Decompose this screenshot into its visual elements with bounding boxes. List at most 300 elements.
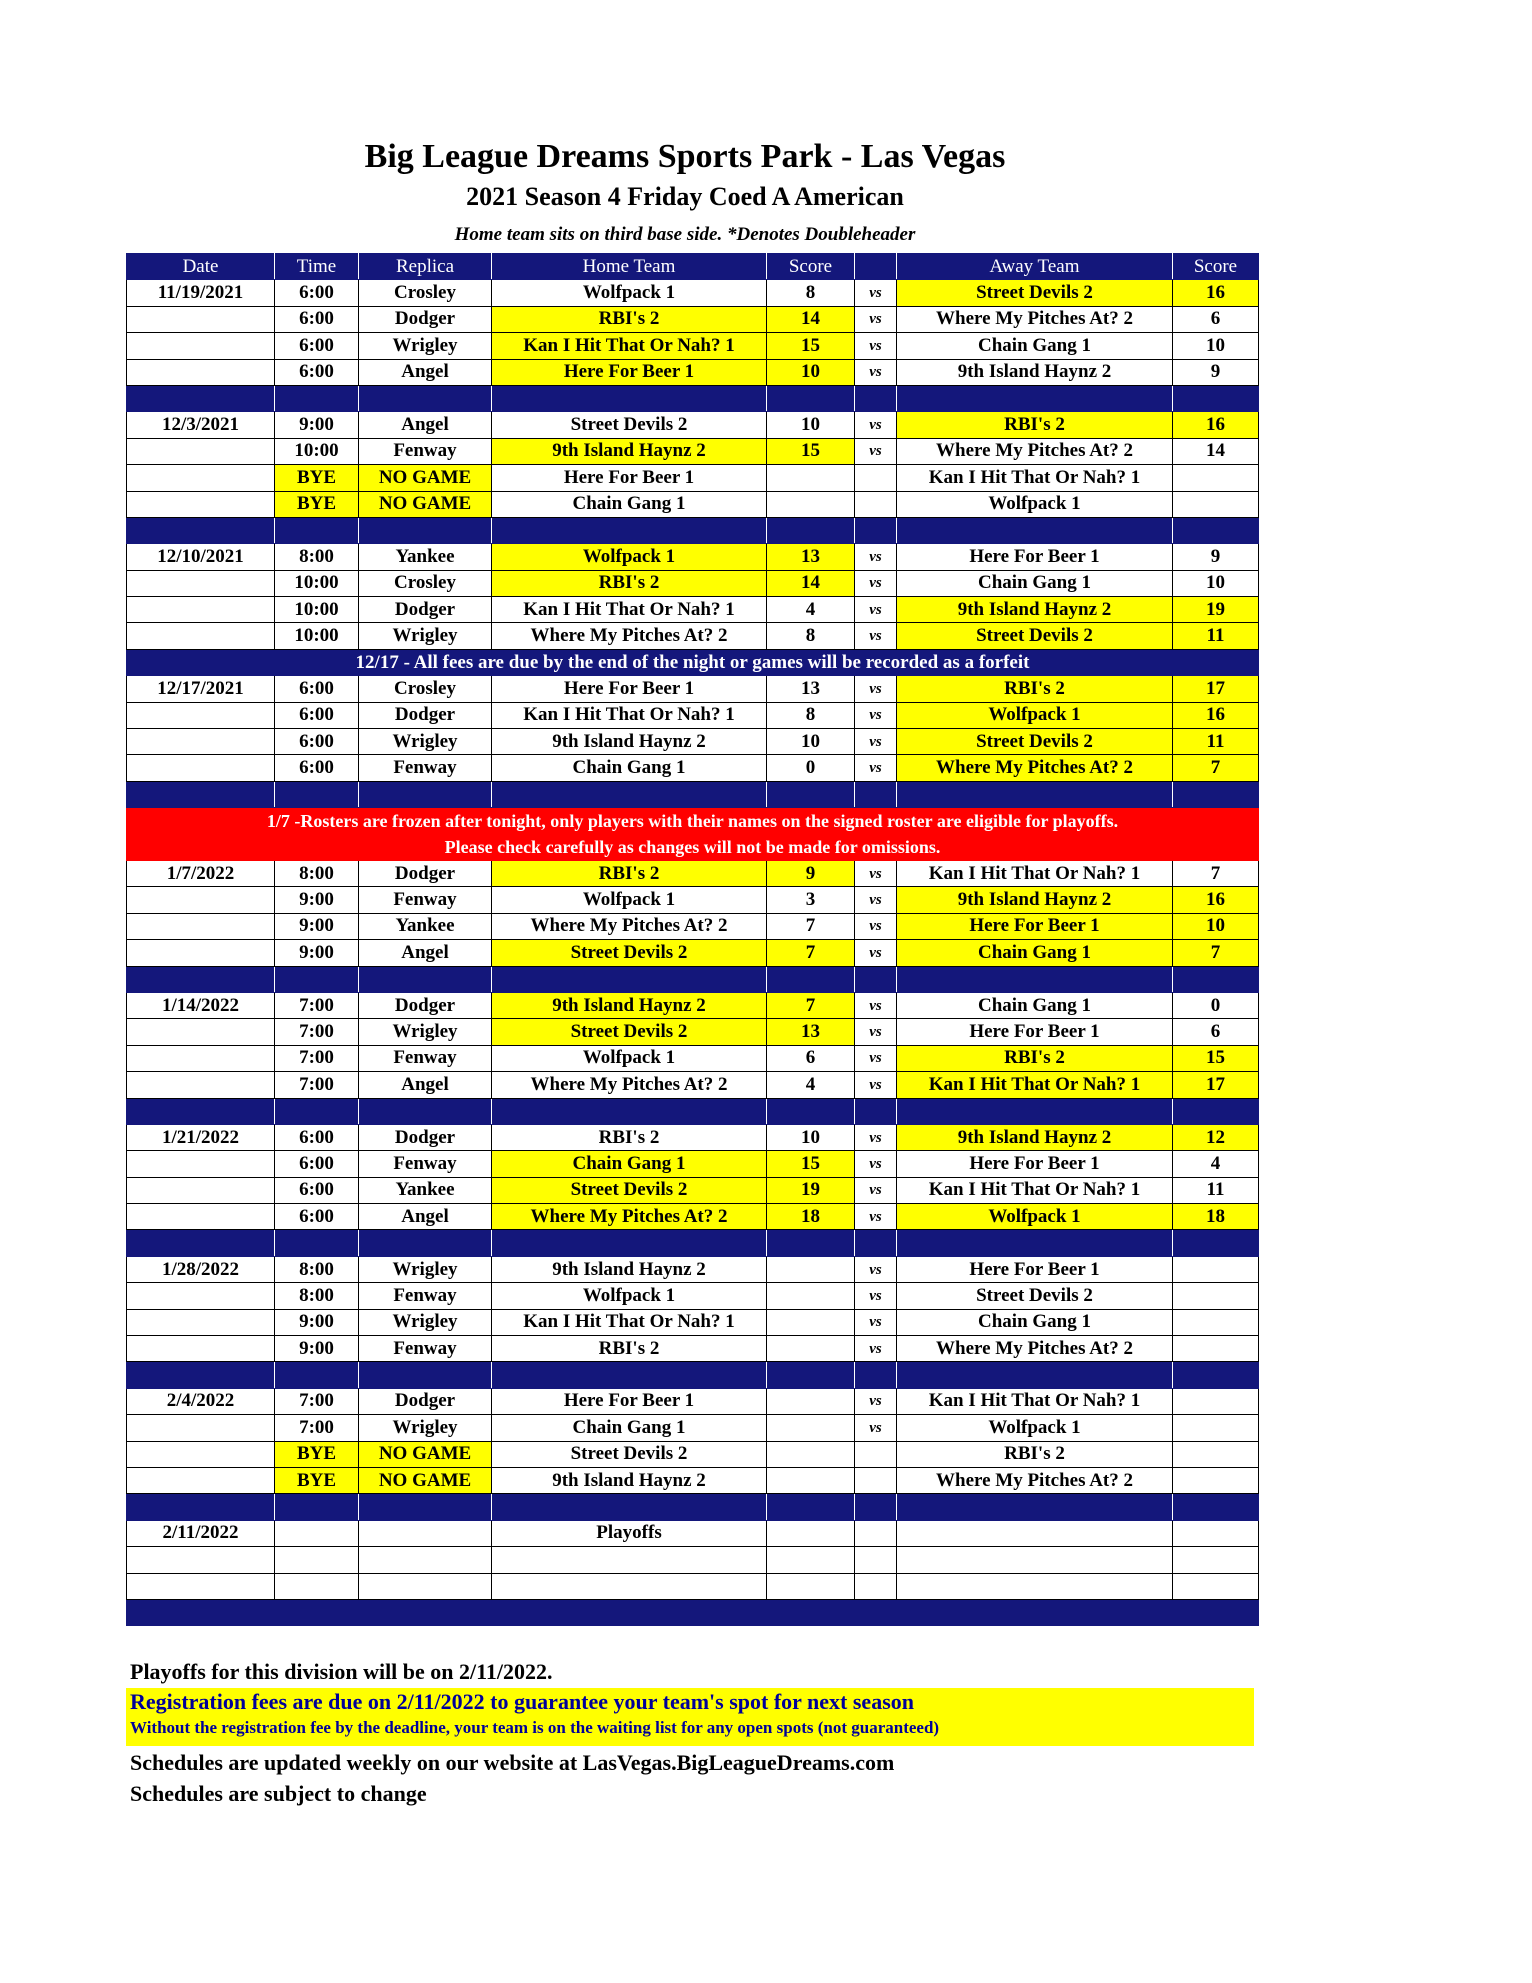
separator-cell [492,1494,767,1520]
away-team-cell: Where My Pitches At? 2 [897,306,1173,332]
separator-cell [127,1230,275,1256]
away-score-cell: 10 [1173,913,1259,939]
separator-cell [275,1362,359,1388]
table-row [127,1204,1259,1230]
table-row [127,887,1259,913]
home-team-cell: Here For Beer 1 [492,465,767,491]
away-score-cell: 10 [1173,570,1259,596]
home-team-cell: Where My Pitches At? 2 [492,1072,767,1098]
away-team-cell: RBI's 2 [897,1441,1173,1467]
away-team-cell: Kan I Hit That Or Nah? 1 [897,1388,1173,1414]
time-cell: 9:00 [275,1336,359,1362]
away-score-cell: 17 [1173,1072,1259,1098]
separator-cell [492,1599,767,1625]
home-score-cell: 7 [767,913,855,939]
away-team-cell: Here For Beer 1 [897,913,1173,939]
separator-cell [359,1230,492,1256]
replica-field-cell: Crosley [359,280,492,306]
separator-cell [127,781,275,807]
separator-cell [127,385,275,411]
col-header-away-team: Away Team [897,254,1173,280]
away-score-cell: 18 [1173,1204,1259,1230]
home-score-cell [767,1309,855,1335]
separator-cell [492,517,767,543]
vs-cell: vs [855,1415,897,1441]
away-score-cell [1173,1336,1259,1362]
vs-cell: vs [855,913,897,939]
col-header-replica: Replica [359,254,492,280]
vs-cell [855,465,897,491]
vs-cell: vs [855,755,897,781]
away-team-cell [897,1520,1173,1546]
home-team-cell: Playoffs [492,1520,767,1546]
home-score-cell [767,1256,855,1282]
separator-cell [1173,1494,1259,1520]
week-separator [127,1098,1259,1124]
away-score-cell [1173,1415,1259,1441]
home-team-cell: 9th Island Haynz 2 [492,729,767,755]
away-team-cell: Chain Gang 1 [897,333,1173,359]
table-row [127,570,1259,596]
replica-field-cell: NO GAME [359,491,492,517]
vs-cell: vs [855,1072,897,1098]
separator-cell [275,1230,359,1256]
vs-cell: vs [855,412,897,438]
separator-cell [359,517,492,543]
home-score-cell: 10 [767,729,855,755]
home-score-cell [767,491,855,517]
time-cell: 10:00 [275,438,359,464]
table-row [127,1177,1259,1203]
replica-field-cell: Wrigley [359,1415,492,1441]
roster-notice-row [127,834,1259,860]
time-cell: 6:00 [275,702,359,728]
separator-cell [359,385,492,411]
away-team-cell: Street Devils 2 [897,623,1173,649]
time-cell: BYE [275,1467,359,1493]
separator-cell [897,781,1173,807]
table-row [127,597,1259,623]
vs-cell: vs [855,280,897,306]
home-score-cell: 0 [767,755,855,781]
time-cell: 8:00 [275,1256,359,1282]
away-score-cell: 12 [1173,1124,1259,1150]
time-cell: 7:00 [275,1415,359,1441]
separator-cell [767,1362,855,1388]
away-team-cell: Chain Gang 1 [897,570,1173,596]
replica-field-cell: Angel [359,1072,492,1098]
vs-cell: vs [855,1177,897,1203]
home-team-cell [492,1573,767,1599]
separator-cell [359,1494,492,1520]
time-cell: BYE [275,491,359,517]
away-score-cell [1173,1467,1259,1493]
home-team-cell: Wolfpack 1 [492,280,767,306]
separator-cell [275,1494,359,1520]
time-cell: 6:00 [275,359,359,385]
vs-cell: vs [855,702,897,728]
home-score-cell [767,1520,855,1546]
home-team-cell: RBI's 2 [492,1336,767,1362]
home-team-cell: Kan I Hit That Or Nah? 1 [492,597,767,623]
time-cell: 7:00 [275,1072,359,1098]
date-cell [127,465,275,491]
vs-cell: vs [855,597,897,623]
home-score-cell [767,1415,855,1441]
home-team-cell: Wolfpack 1 [492,1045,767,1071]
table-row [127,465,1259,491]
separator-cell [855,781,897,807]
replica-field-cell: Fenway [359,1045,492,1071]
separator-cell [767,517,855,543]
away-team-cell: Where My Pitches At? 2 [897,755,1173,781]
date-cell [127,570,275,596]
table-row [127,1256,1259,1282]
header-row [127,254,1259,280]
home-team-cell: Here For Beer 1 [492,359,767,385]
replica-field-cell: Angel [359,1204,492,1230]
date-cell [127,887,275,913]
away-team-cell: 9th Island Haynz 2 [897,597,1173,623]
table-row [127,1441,1259,1467]
vs-cell [855,1573,897,1599]
replica-field-cell: Wrigley [359,1019,492,1045]
home-score-cell: 13 [767,1019,855,1045]
away-team-cell: Where My Pitches At? 2 [897,1467,1173,1493]
table-row [127,1467,1259,1493]
week-separator [127,966,1259,992]
separator-cell [1173,385,1259,411]
vs-cell [855,1520,897,1546]
away-team-cell: Here For Beer 1 [897,1151,1173,1177]
col-header-time: Time [275,254,359,280]
away-score-cell: 7 [1173,860,1259,886]
separator-cell [897,966,1173,992]
replica-field-cell: Dodger [359,702,492,728]
date-cell [127,1441,275,1467]
away-score-cell: 6 [1173,1019,1259,1045]
date-cell [127,913,275,939]
table-row [127,359,1259,385]
time-cell: 7:00 [275,1045,359,1071]
home-score-cell: 3 [767,887,855,913]
separator-cell [767,1098,855,1124]
away-score-cell: 7 [1173,755,1259,781]
table-row [127,333,1259,359]
vs-cell: vs [855,1204,897,1230]
home-score-cell: 4 [767,1072,855,1098]
home-score-cell: 8 [767,280,855,306]
notice-text: 12/17 - All fees are due by the end of the night or games will be recorded as a forfeit [127,649,1259,675]
col-header-away-score: Score [1173,254,1259,280]
home-score-cell: 6 [767,1045,855,1071]
time-cell: 9:00 [275,412,359,438]
date-cell: 1/21/2022 [127,1124,275,1150]
time-cell: 6:00 [275,280,359,306]
date-cell: 1/14/2022 [127,992,275,1018]
vs-cell [855,491,897,517]
replica-field-cell: Wrigley [359,333,492,359]
away-team-cell: Here For Beer 1 [897,544,1173,570]
away-score-cell: 0 [1173,992,1259,1018]
away-team-cell: Street Devils 2 [897,729,1173,755]
home-score-cell: 15 [767,333,855,359]
away-score-cell: 17 [1173,676,1259,702]
separator-cell [127,1098,275,1124]
away-score-cell [1173,1547,1259,1573]
replica-field-cell: Crosley [359,570,492,596]
separator-cell [275,1098,359,1124]
vs-cell: vs [855,1336,897,1362]
table-row [127,940,1259,966]
away-score-cell: 16 [1173,280,1259,306]
time-cell: 10:00 [275,570,359,596]
separator-cell [855,385,897,411]
replica-field-cell: Dodger [359,597,492,623]
away-team-cell: Kan I Hit That Or Nah? 1 [897,1177,1173,1203]
away-score-cell [1173,1520,1259,1546]
date-cell: 11/19/2021 [127,280,275,306]
time-cell: BYE [275,465,359,491]
date-cell [127,623,275,649]
home-score-cell: 14 [767,306,855,332]
away-score-cell: 4 [1173,1151,1259,1177]
away-score-cell: 9 [1173,359,1259,385]
home-score-cell: 15 [767,1151,855,1177]
separator-cell [1173,517,1259,543]
home-score-cell [767,1467,855,1493]
separator-cell [127,1494,275,1520]
date-cell [127,359,275,385]
table-row [127,438,1259,464]
separator-cell [855,1230,897,1256]
away-score-cell [1173,1441,1259,1467]
replica-field-cell: Fenway [359,887,492,913]
week-separator [127,1230,1259,1256]
away-team-cell: Kan I Hit That Or Nah? 1 [897,860,1173,886]
home-team-cell: Street Devils 2 [492,1441,767,1467]
time-cell: 9:00 [275,1309,359,1335]
separator-cell [492,385,767,411]
separator-cell [855,1098,897,1124]
time-cell: 9:00 [275,887,359,913]
home-team-cell: 9th Island Haynz 2 [492,1467,767,1493]
away-score-cell [1173,1309,1259,1335]
away-score-cell: 19 [1173,597,1259,623]
home-team-cell: RBI's 2 [492,570,767,596]
away-score-cell [1173,1283,1259,1309]
away-team-cell: RBI's 2 [897,676,1173,702]
vs-cell: vs [855,623,897,649]
date-cell: 12/17/2021 [127,676,275,702]
separator-cell [897,1494,1173,1520]
replica-field-cell: Dodger [359,860,492,886]
away-score-cell [1173,465,1259,491]
registration-note: Registration fees are due on 2/11/2022 to guarantee your team's spot for next season [130,1689,914,1714]
time-cell: 6:00 [275,755,359,781]
table-row [127,491,1259,517]
table-row [127,729,1259,755]
week-separator [127,517,1259,543]
replica-field-cell: Dodger [359,1388,492,1414]
date-cell: 12/3/2021 [127,412,275,438]
separator-cell [127,1362,275,1388]
table-row [127,1573,1259,1599]
date-cell [127,1177,275,1203]
replica-field-cell: Dodger [359,306,492,332]
separator-cell [492,1362,767,1388]
time-cell: 9:00 [275,940,359,966]
vs-cell: vs [855,940,897,966]
notice-text: Please check carefully as changes will not be made for omissions. [127,834,1259,860]
separator-cell [1173,966,1259,992]
home-score-cell: 10 [767,412,855,438]
date-cell [127,597,275,623]
playoffs-note: Playoffs for this division will be on 2/11/2022. [130,1659,553,1684]
col-header-home-team: Home Team [492,254,767,280]
time-cell: BYE [275,1441,359,1467]
time-cell: 6:00 [275,306,359,332]
separator-cell [855,966,897,992]
date-cell [127,1573,275,1599]
home-score-cell [767,465,855,491]
home-score-cell: 8 [767,623,855,649]
page-subtitle: 2021 Season 4 Friday Coed A American [466,182,904,211]
date-cell [127,306,275,332]
away-team-cell: RBI's 2 [897,1045,1173,1071]
time-cell: 7:00 [275,992,359,1018]
date-cell [127,1019,275,1045]
separator-cell [767,1230,855,1256]
table-row [127,1124,1259,1150]
separator-cell [359,1098,492,1124]
date-cell [127,940,275,966]
separator-cell [127,1599,275,1625]
vs-cell: vs [855,1151,897,1177]
vs-cell: vs [855,1045,897,1071]
away-team-cell: Chain Gang 1 [897,940,1173,966]
replica-field-cell [359,1520,492,1546]
time-cell [275,1573,359,1599]
separator-cell [1173,1230,1259,1256]
replica-field-cell: Angel [359,940,492,966]
date-cell [127,438,275,464]
date-cell [127,1151,275,1177]
table-row [127,1151,1259,1177]
home-team-cell: Chain Gang 1 [492,1415,767,1441]
separator-cell [275,517,359,543]
table-row [127,544,1259,570]
date-cell: 1/28/2022 [127,1256,275,1282]
table-row [127,702,1259,728]
time-cell: 10:00 [275,623,359,649]
home-score-cell: 7 [767,940,855,966]
away-score-cell: 11 [1173,729,1259,755]
separator-cell [1173,1362,1259,1388]
home-team-cell: Street Devils 2 [492,940,767,966]
home-team-cell: RBI's 2 [492,306,767,332]
col-header-date: Date [127,254,275,280]
replica-field-cell: Dodger [359,1124,492,1150]
replica-field-cell: Fenway [359,1283,492,1309]
separator-cell [359,1599,492,1625]
separator-cell [275,966,359,992]
vs-cell: vs [855,1309,897,1335]
separator-cell [492,781,767,807]
date-cell: 12/10/2021 [127,544,275,570]
away-score-cell: 16 [1173,887,1259,913]
home-team-cell: Kan I Hit That Or Nah? 1 [492,702,767,728]
table-row [127,1072,1259,1098]
date-cell: 2/11/2022 [127,1520,275,1546]
replica-field-cell: Yankee [359,1177,492,1203]
table-row [127,280,1259,306]
vs-cell: vs [855,887,897,913]
separator-cell [127,966,275,992]
home-score-cell: 7 [767,992,855,1018]
table-row [127,992,1259,1018]
replica-field-cell: NO GAME [359,465,492,491]
date-cell: 1/7/2022 [127,860,275,886]
home-score-cell: 13 [767,676,855,702]
away-team-cell: 9th Island Haynz 2 [897,887,1173,913]
away-team-cell: RBI's 2 [897,412,1173,438]
date-cell [127,1467,275,1493]
vs-cell: vs [855,1388,897,1414]
separator-cell [767,781,855,807]
table-row [127,755,1259,781]
time-cell: 6:00 [275,1124,359,1150]
away-score-cell [1173,1573,1259,1599]
home-team-cell: Street Devils 2 [492,412,767,438]
table-row [127,1336,1259,1362]
date-cell [127,1283,275,1309]
replica-field-cell: Angel [359,359,492,385]
away-team-cell: Kan I Hit That Or Nah? 1 [897,1072,1173,1098]
home-team-cell: Here For Beer 1 [492,676,767,702]
home-score-cell: 10 [767,359,855,385]
home-team-cell: Kan I Hit That Or Nah? 1 [492,333,767,359]
roster-notice-row [127,808,1259,834]
date-cell [127,755,275,781]
vs-cell: vs [855,544,897,570]
time-cell: 8:00 [275,860,359,886]
home-team-cell: Wolfpack 1 [492,887,767,913]
away-team-cell: Here For Beer 1 [897,1019,1173,1045]
home-score-cell: 18 [767,1204,855,1230]
week-separator [127,781,1259,807]
replica-field-cell [359,1547,492,1573]
home-team-cell: Where My Pitches At? 2 [492,1204,767,1230]
vs-cell: vs [855,333,897,359]
separator-cell [492,966,767,992]
date-cell [127,333,275,359]
away-team-cell: 9th Island Haynz 2 [897,359,1173,385]
separator-cell [767,1599,855,1625]
replica-field-cell: Wrigley [359,729,492,755]
home-team-cell: RBI's 2 [492,860,767,886]
away-team-cell: Kan I Hit That Or Nah? 1 [897,465,1173,491]
vs-cell: vs [855,1124,897,1150]
separator-cell [767,385,855,411]
time-cell: 8:00 [275,1283,359,1309]
date-cell [127,729,275,755]
fees-notice-row [127,649,1259,675]
away-team-cell [897,1573,1173,1599]
page-title: Big League Dreams Sports Park - Las Vegas [364,138,1006,175]
vs-cell: vs [855,1019,897,1045]
away-score-cell: 16 [1173,702,1259,728]
